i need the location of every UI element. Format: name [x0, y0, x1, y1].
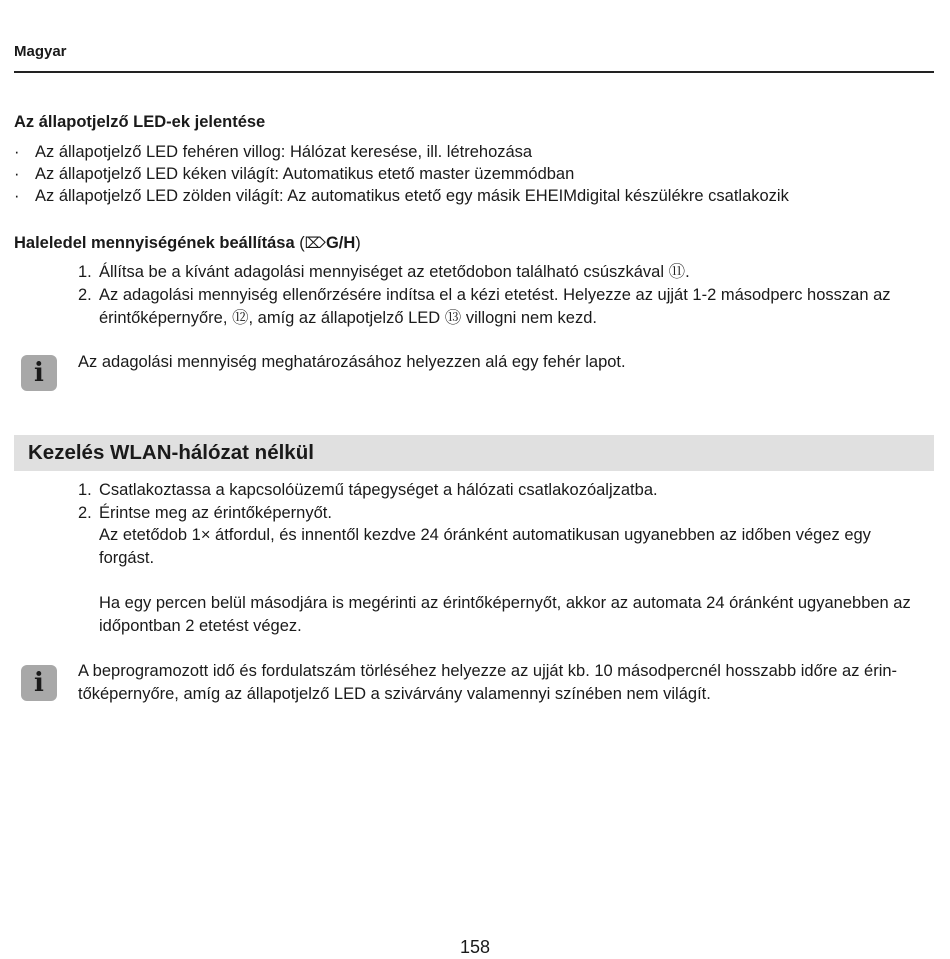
header-divider — [14, 71, 934, 73]
info-icon: i — [21, 665, 57, 701]
led-bullet-text: Az állapotjelző LED zölden világít: Az automatikus etető egy másik EHEIMdigital készülékre csatlakozik — [35, 187, 789, 205]
info-note: A beprogramozott idő és fordulatszám törléséhez helyezze az ujját kb. 10 másodpercnél hosszabb időre az érin-tőképernyőre, amíg az állapotjelző LED a szivárvány valamennyi színében nem világít. — [78, 662, 898, 703]
info-note: Az adagolási mennyiség meghatározásához helyezzen alá egy fehér lapot. — [78, 353, 626, 371]
page-number: 158 — [459, 937, 491, 957]
step-text: Csatlakoztassa a kapcsolóüzemű tápegységet a hálózati csatlakozóaljzatba. — [99, 481, 658, 499]
step-text: Érintse meg az érintőképernyőt. — [99, 504, 332, 522]
step-continuation-text: Ha egy percen belül másodjára is megérinti az érintőképernyőt, akkor az automata 24 óránként ugyanebben az időpontban 2 etetést végez. — [99, 594, 911, 635]
bullet-mark: · — [14, 187, 20, 205]
amount-section-heading — [14, 232, 361, 255]
figure-reference-icon: ⌦ — [304, 234, 326, 252]
section-header-bar — [14, 435, 934, 471]
step-text: Állítsa be a kívánt adagolási mennyiséget az etetődobon található csúszkával ⑪. — [99, 263, 690, 281]
amount-heading-text: Haleledel mennyiségének beállítása — [14, 234, 295, 252]
step-number: 1. — [78, 263, 92, 281]
step-text: Az adagolási mennyiség ellenőrzésére indítsa el a kézi etetést. Helyezze az ujját 1-2 másodperc hosszan az érintőképernyőre, ⑫, amíg az állapotjelző LED ⑬ villogni nem kezd. — [99, 286, 891, 327]
ref-close: ) — [355, 234, 361, 252]
step-number: 2. — [78, 286, 92, 304]
ref-open: ( — [294, 234, 305, 252]
language-label: Magyar — [14, 43, 67, 60]
bullet-mark: · — [14, 165, 20, 183]
step-continuation-text: Az etetődob 1× átfordul, és innentől kezdve 24 óránként automatikusan ugyanebben az időben végez egy forgást. — [99, 526, 871, 567]
figure-reference-label: G/H — [325, 234, 356, 252]
led-bullet-text: Az állapotjelző LED fehéren villog: Hálózat keresése, ill. létrehozása — [35, 143, 533, 161]
led-bullet-text: Az állapotjelző LED kéken világít: Automatikus etető master üzemmódban — [35, 165, 575, 183]
bullet-mark: · — [14, 143, 20, 161]
section-title: Kezelés WLAN-hálózat nélkül — [28, 441, 314, 464]
led-section-heading: Az állapotjelző LED-ek jelentése — [14, 113, 266, 131]
step-number: 1. — [78, 481, 92, 499]
step-number: 2. — [78, 504, 92, 522]
info-icon: i — [21, 355, 57, 391]
